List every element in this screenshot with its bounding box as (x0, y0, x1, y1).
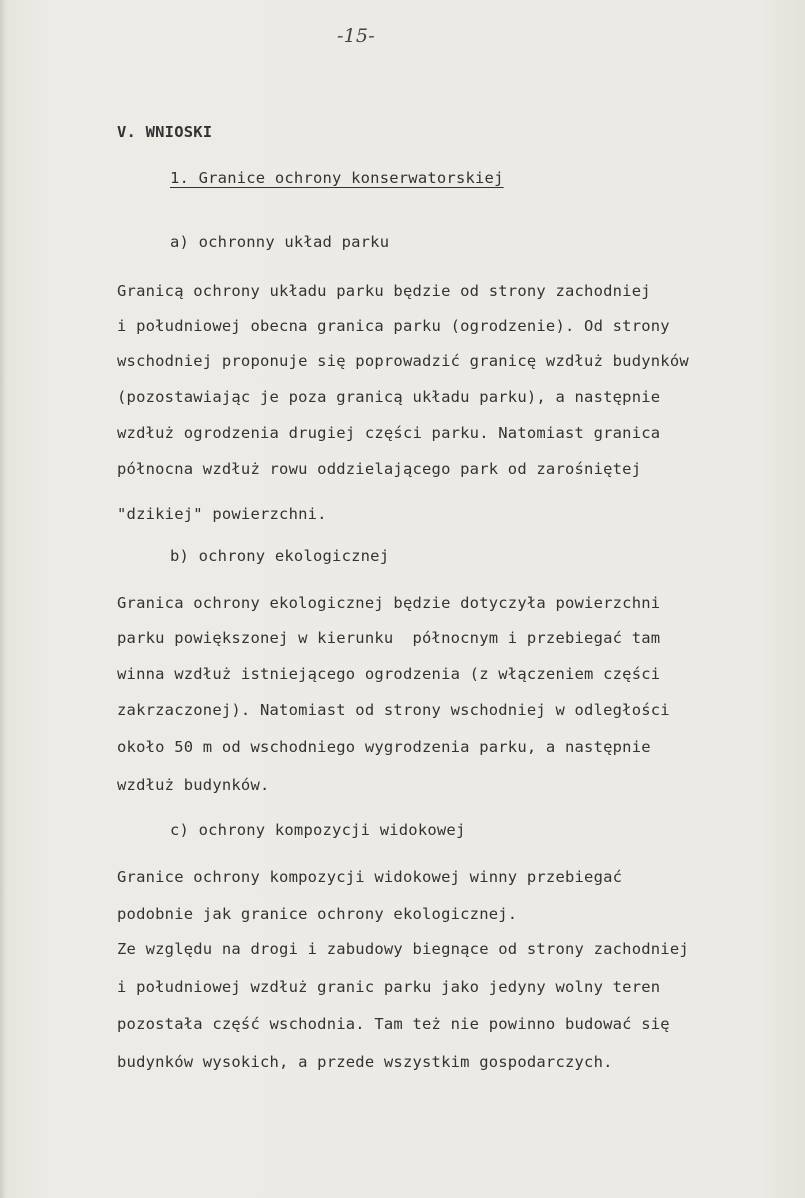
paragraph-line: pozostała część wschodnia. Tam też nie powinno budować się (117, 1015, 670, 1033)
section-heading: V. WNIOSKI (117, 123, 213, 141)
paragraph-line: Granice ochrony kompozycji widokowej winny przebiegać (117, 868, 623, 886)
paragraph-line: północna wzdłuż rowu oddzielającego park od zarośniętej (117, 460, 642, 478)
paragraph-line: i południowej wzdłuż granic parku jako jedyny wolny teren (117, 978, 661, 996)
subsection-a-title: a) ochronny układ parku (170, 233, 390, 251)
subsection-heading: 1. Granice ochrony konserwatorskiej (170, 169, 504, 187)
paragraph-line: winna wzdłuż istniejącego ogrodzenia (z włączeniem części (117, 665, 661, 683)
paragraph-line: około 50 m od wschodniego wygrodzenia parku, a następnie (117, 738, 651, 756)
paragraph-line: Granica ochrony ekologicznej będzie dotyczyła powierzchni (117, 594, 661, 612)
paragraph-line: parku powiększonej w kierunku północnym i przebiegać tam (117, 629, 661, 647)
paragraph-line: "dzikiej" powierzchni. (117, 505, 327, 523)
subsection-b-title: b) ochrony ekologicznej (170, 547, 390, 565)
paragraph-line: podobnie jak granice ochrony ekologicznej. (117, 905, 518, 923)
paragraph-line: zakrzaczonej). Natomiast od strony wschodniej w odległości (117, 701, 670, 719)
paragraph-line: wschodniej proponuje się poprowadzić granicę wzdłuż budynków (117, 352, 689, 370)
page-edge-shadow (0, 0, 7, 1198)
paragraph-line: (pozostawiając je poza granicą układu parku), a następnie (117, 388, 661, 406)
paragraph-line: Granicą ochrony układu parku będzie od strony zachodniej (117, 282, 651, 300)
subsection-c-title: c) ochrony kompozycji widokowej (170, 821, 466, 839)
paragraph-line: wzdłuż ogrodzenia drugiej części parku. Natomiast granica (117, 424, 661, 442)
paragraph-line: wzdłuż budynków. (117, 776, 270, 794)
paragraph-line: i południowej obecna granica parku (ogrodzenie). Od strony (117, 317, 670, 335)
page-number: -15- (337, 25, 375, 47)
paragraph-line: Ze względu na drogi i zabudowy biegnące od strony zachodniej (117, 940, 689, 958)
paragraph-line: budynków wysokich, a przede wszystkim gospodarczych. (117, 1053, 613, 1071)
